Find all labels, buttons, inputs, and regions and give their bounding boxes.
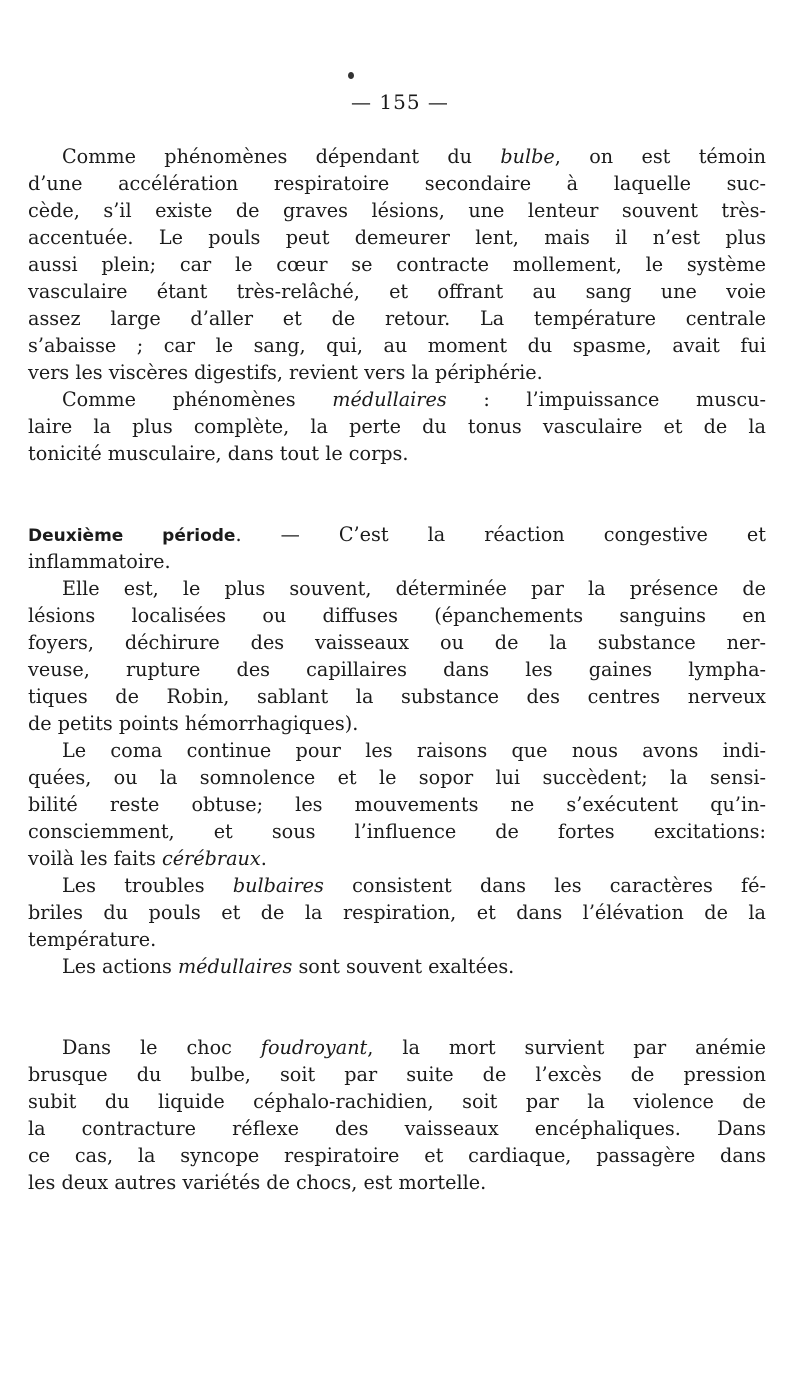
text-line xyxy=(28,440,409,467)
text-run: brusque du bulbe, soit par suite de l’excès de pression xyxy=(28,1063,766,1086)
text-run: ce cas, la syncope respiratoire et cardiaque, passagère dans xyxy=(28,1144,766,1167)
text-line xyxy=(28,656,766,683)
text-run: cède, s’il existe de graves lésions, une lenteur souvent très- xyxy=(28,199,766,222)
text-run: foyers, déchirure des vaisseaux ou de la substance ner- xyxy=(28,631,766,654)
text-run: Elle est, le plus souvent, déterminée par la présence de xyxy=(62,577,766,600)
italic-term: bulbe xyxy=(500,145,555,168)
text-run: . — C’est la réaction congestive et xyxy=(235,523,767,546)
text-line xyxy=(28,629,766,656)
text-run: veuse, rupture des capillaires dans les gaines lympha- xyxy=(28,658,766,681)
text-run: consciemment, et sous l’influence de fortes excitations: xyxy=(28,820,766,843)
text-run: sont souvent exaltées. xyxy=(292,955,515,978)
text-run: briles du pouls et de la respiration, et dans l’élévation de la xyxy=(28,901,766,924)
text-run: laire la plus complète, la perte du tonus vasculaire et de la xyxy=(28,415,766,438)
text-run: température. xyxy=(28,928,157,951)
ink-speck xyxy=(348,72,354,79)
text-line xyxy=(28,170,766,197)
text-line xyxy=(62,737,766,764)
text-line xyxy=(62,575,766,602)
text-run: d’une accélération respiratoire secondaire à laquelle suc- xyxy=(28,172,766,195)
text-run: les deux autres variétés de chocs, est mortelle. xyxy=(28,1171,487,1194)
text-line xyxy=(28,548,171,575)
italic-term: foudroyant xyxy=(260,1036,368,1059)
text-line xyxy=(28,305,766,332)
text-run: tonicité musculaire, dans tout le corps. xyxy=(28,442,409,465)
text-line xyxy=(28,521,766,548)
text-line xyxy=(28,710,358,737)
text-run: , la mort survient par anémie xyxy=(367,1036,767,1059)
text-run: s’abaisse ; car le sang, qui, au moment du spasme, avait fui xyxy=(28,334,766,357)
text-line xyxy=(28,413,766,440)
text-line xyxy=(28,332,766,359)
text-line xyxy=(62,1034,766,1061)
text-run: Les troubles xyxy=(62,874,233,897)
italic-term: médullaires xyxy=(177,955,293,978)
text-run: subit du liquide céphalo-rachidien, soit par la violence de xyxy=(28,1090,766,1113)
text-line xyxy=(28,1169,486,1196)
text-run: Comme phénomènes dépendant du xyxy=(62,145,501,168)
text-run: lésions localisées ou diffuses (épanchements sanguins en xyxy=(28,604,766,627)
text-run: Les actions xyxy=(62,955,178,978)
text-line xyxy=(62,872,766,899)
text-run: vers les viscères digestifs, revient vers la périphérie. xyxy=(28,361,543,384)
text-run: assez large d’aller et de retour. La température centrale xyxy=(28,307,766,330)
text-line xyxy=(28,224,766,251)
text-line xyxy=(28,791,766,818)
section-heading: Deuxième période xyxy=(28,526,236,546)
text-run: Dans le choc xyxy=(62,1036,261,1059)
italic-term: cérébraux xyxy=(161,847,261,870)
text-run: Le coma continue pour les raisons que nous avons indi- xyxy=(62,739,766,762)
text-line xyxy=(28,359,543,386)
text-line xyxy=(28,683,766,710)
text-run: aussi plein; car le cœur se contracte mollement, le système xyxy=(28,253,766,276)
text-line xyxy=(28,845,267,872)
text-line xyxy=(28,818,766,845)
italic-term: médullaires xyxy=(332,388,447,411)
text-run: la contracture réflexe des vaisseaux encéphaliques. Dans xyxy=(28,1117,766,1140)
text-run: . xyxy=(260,847,267,870)
text-line xyxy=(28,197,766,224)
text-run: Comme phénomènes xyxy=(62,388,333,411)
text-run: quées, ou la somnolence et le sopor lui succèdent; la sensi- xyxy=(28,766,766,789)
text-line xyxy=(28,764,766,791)
text-line xyxy=(28,1061,766,1088)
italic-term: bulbaires xyxy=(232,874,324,897)
text-run: , on est témoin xyxy=(554,145,767,168)
text-line xyxy=(28,1115,766,1142)
page-number: — 155 — xyxy=(351,90,449,114)
text-run: bilité reste obtuse; les mouvements ne s’exécutent qu’in- xyxy=(28,793,766,816)
text-run: tiques de Robin, sablant la substance des centres nerveux xyxy=(28,685,766,708)
text-line xyxy=(28,899,766,926)
text-line xyxy=(28,1142,766,1169)
text-run: : l’impuissance muscu- xyxy=(446,388,766,411)
text-run: inflammatoire. xyxy=(28,550,171,573)
text-line xyxy=(62,143,766,170)
text-run: accentuée. Le pouls peut demeurer lent, mais il n’est plus xyxy=(28,226,766,249)
text-line xyxy=(62,386,766,413)
text-run: de petits points hémorrhagiques). xyxy=(28,712,359,735)
text-line xyxy=(28,278,766,305)
text-line xyxy=(28,602,766,629)
text-run: vasculaire étant très-relâché, et offrant au sang une voie xyxy=(28,280,766,303)
text-line xyxy=(28,251,766,278)
text-line xyxy=(62,953,514,980)
text-line xyxy=(28,926,156,953)
text-line xyxy=(28,1088,766,1115)
text-run: consistent dans les caractères fé- xyxy=(323,874,766,897)
text-run: voilà les faits xyxy=(28,847,162,870)
